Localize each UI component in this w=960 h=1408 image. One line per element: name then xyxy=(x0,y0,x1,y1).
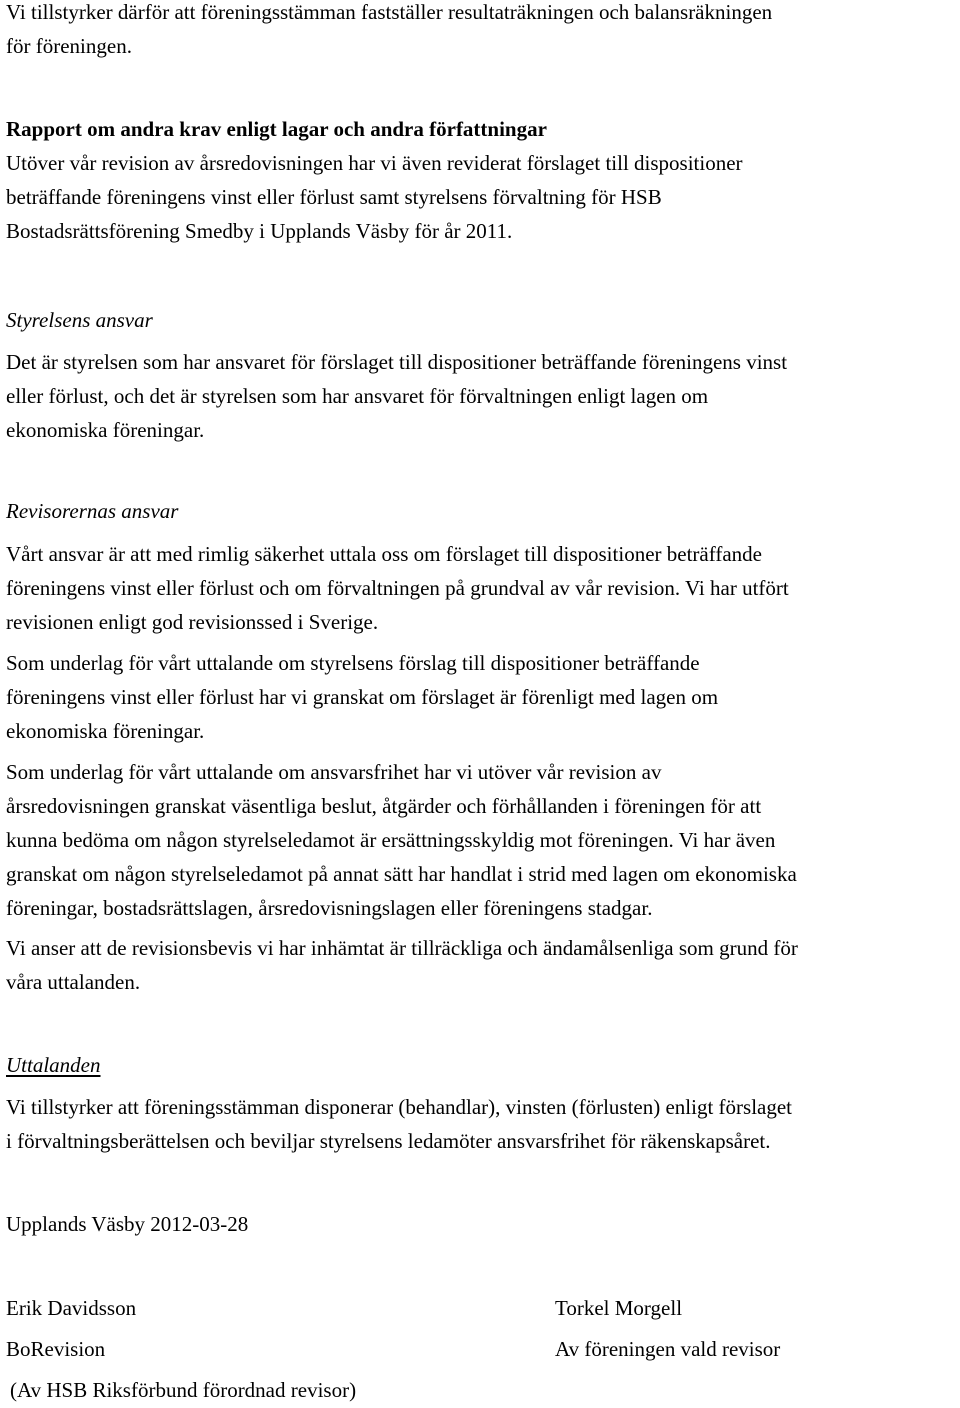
uttalanden-heading: Uttalanden xyxy=(6,1053,101,1077)
styrelsens-paragraph xyxy=(6,345,960,447)
revisorernas-line: årsredovisningen granskat väsentliga beslut, åtgärder och förhållanden i föreningen för att xyxy=(6,794,762,818)
rapport-section xyxy=(6,112,960,248)
revisorernas-line: Som underlag för vårt uttalande om styrelsens förslag till dispositioner beträffande xyxy=(6,651,700,675)
styrelsens-section xyxy=(6,303,960,337)
place-date-text: Upplands Väsby 2012-03-28 xyxy=(6,1212,249,1236)
uttalanden-line: i förvaltningsberättelsen och beviljar styrelsens ledamöter ansvarsfrihet för räkenskapsåret. xyxy=(6,1129,771,1153)
styrelsens-line: ekonomiska föreningar. xyxy=(6,418,205,442)
signature-left-role: (Av HSB Riksförbund förordnad revisor) xyxy=(10,1378,357,1402)
rapport-line: Utöver vår revision av årsredovisningen har vi även reviderat förslaget till dispositioner xyxy=(6,151,743,175)
revisorernas-line: föreningens vinst eller förlust och om förvaltningen på grundval av vår revision. Vi har utfört xyxy=(6,576,789,600)
place-date xyxy=(6,1207,960,1241)
revisorernas-section xyxy=(6,494,960,528)
rapport-heading: Rapport om andra krav enligt lagar och andra författningar xyxy=(6,117,547,141)
styrelsens-line: eller förlust, och det är styrelsen som har ansvaret för förvaltningen enligt lagen om xyxy=(6,384,709,408)
uttalanden-section xyxy=(6,1048,960,1082)
revisorernas-paragraph-3 xyxy=(6,755,960,925)
revisorernas-line: föreningar, bostadsrättslagen, årsredovisningslagen eller föreningens stadgar. xyxy=(6,896,653,920)
intro-line: Vi tillstyrker därför att föreningsstämman fastställer resultaträkningen och balansräkningen xyxy=(6,0,773,24)
styrelsens-line: Det är styrelsen som har ansvaret för förslaget till dispositioner beträffande föreningens vinst xyxy=(6,350,788,374)
signature-left-name: Erik Davidsson xyxy=(6,1296,137,1320)
revisorernas-line: Vi anser att de revisionsbevis vi har inhämtat är tillräckliga och ändamålsenliga som grund för xyxy=(6,936,798,960)
signature-right-name: Torkel Morgell xyxy=(555,1296,683,1320)
rapport-line: Bostadsrättsförening Smedby i Upplands Väsby för år 2011. xyxy=(6,219,513,243)
rapport-line: beträffande föreningens vinst eller förlust samt styrelsens förvaltning för HSB xyxy=(6,185,662,209)
styrelsens-heading: Styrelsens ansvar xyxy=(6,308,153,332)
revisorernas-line: ekonomiska föreningar. xyxy=(6,719,205,743)
revisorernas-paragraph-2 xyxy=(6,646,960,748)
revisorernas-line: Vårt ansvar är att med rimlig säkerhet uttala oss om förslaget till dispositioner beträffande xyxy=(6,542,762,566)
revisorernas-line: våra uttalanden. xyxy=(6,970,141,994)
revisorernas-line: kunna bedöma om någon styrelseledamot är ersättningsskyldig mot föreningen. Vi har även xyxy=(6,828,776,852)
intro-line: för föreningen. xyxy=(6,34,132,58)
revisorernas-line: granskat om någon styrelseledamot på annat sätt har handlat i strid med lagen om ekonomiska xyxy=(6,862,797,886)
signature-right-role: Av föreningen vald revisor xyxy=(555,1337,781,1361)
revisorernas-line: föreningens vinst eller förlust har vi granskat om förslaget är förenligt med lagen om xyxy=(6,685,719,709)
revisorernas-paragraph-1 xyxy=(6,537,960,639)
uttalanden-line: Vi tillstyrker att föreningsstämman disponerar (behandlar), vinsten (förlusten) enligt förslaget xyxy=(6,1095,793,1119)
uttalanden-paragraph xyxy=(6,1090,960,1158)
revisorernas-heading: Revisorernas ansvar xyxy=(6,499,179,523)
signature-left-org: BoRevision xyxy=(6,1337,106,1361)
intro-paragraph xyxy=(6,0,960,63)
revisorernas-line: revisionen enligt god revisionssed i Sverige. xyxy=(6,610,379,634)
revisorernas-paragraph-4 xyxy=(6,931,960,999)
revisorernas-line: Som underlag för vårt uttalande om ansvarsfrihet har vi utöver vår revision av xyxy=(6,760,662,784)
